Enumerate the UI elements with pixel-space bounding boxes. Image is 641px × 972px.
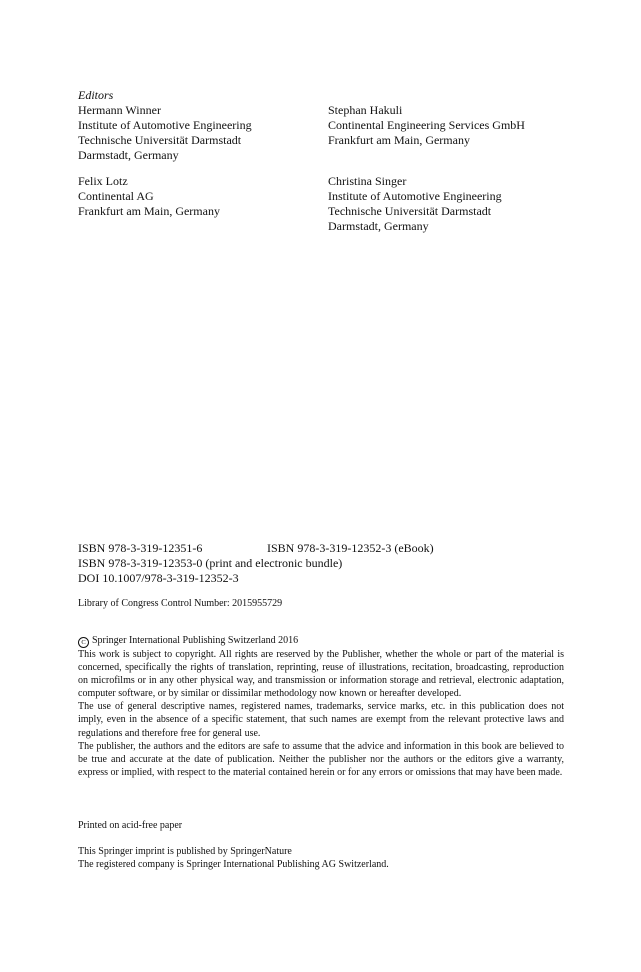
editors-section [78,88,564,234]
editor-entry [78,174,328,234]
legal-paragraph: The publisher, the authors and the editors are safe to assume that the advice and information in this book are believed to be true and accurate at the date of publication. Neither the publisher nor the authors or the editors give a warranty, express or implied, with respect to the material contained herein or for any errors or omissions that may have been made. [78,740,564,778]
editor-name: Stephan Hakuli [328,103,403,117]
imprint-line: This Springer imprint is published by SpringerNature [78,846,292,857]
editor-entry [328,174,564,234]
editor-affiliation-line: Institute of Automotive Engineering [328,189,502,203]
editor-affiliation-line: Institute of Automotive Engineering [78,118,252,132]
editor-entry [78,103,328,163]
editor-affiliation-line: Frankfurt am Main, Germany [78,204,220,218]
isbn-ebook: ISBN 978-3-319-12352-3 (eBook) [267,541,434,555]
editor-name: Hermann Winner [78,103,161,117]
editors-heading: Editors [78,88,114,102]
editor-affiliation-line: Frankfurt am Main, Germany [328,133,470,147]
editor-affiliation-line: Darmstadt, Germany [78,148,179,162]
editor-grid [78,103,564,234]
editor-name: Felix Lotz [78,174,128,188]
editor-affiliation-line: Darmstadt, Germany [328,219,429,233]
copyright-text: Springer International Publishing Switzerland 2016 [92,635,299,646]
copyright-section [78,634,564,779]
library-of-congress: Library of Congress Control Number: 2015955729 [78,598,283,609]
printed-note: Printed on acid-free paper [78,820,183,831]
editor-affiliation-line: Technische Universität Darmstadt [78,133,242,147]
editor-name: Christina Singer [328,174,407,188]
editor-affiliation-line: Technische Universität Darmstadt [328,204,492,218]
imprint-section [78,845,389,871]
copyright-icon: C [78,637,89,648]
legal-paragraph: This work is subject to copyright. All rights are reserved by the Publisher, whether the whole or part of the material is concerned, specifically the rights of translation, reprinting, reuse of illustrations, recitation, broadcasting, reproduction on microfilms or in any other physical way, and transmission or information storage and retrieval, electronic adaptation, computer software, or by similar or dissimilar methodology now known or hereafter developed. [78,649,564,700]
isbn-row [78,541,564,556]
isbn-block [78,541,564,586]
doi: DOI 10.1007/978-3-319-12352-3 [78,571,239,585]
editor-affiliation-line: Continental Engineering Services GmbH [328,118,525,132]
isbn-print: ISBN 978-3-319-12351-6 [78,541,203,555]
editor-entry [328,103,564,163]
editor-affiliation-line: Continental AG [78,189,154,203]
imprint-line: The registered company is Springer International Publishing AG Switzerland. [78,859,389,870]
copyright-line [78,634,564,648]
legal-paragraph: The use of general descriptive names, registered names, trademarks, service marks, etc. in this publication does not imply, even in the absence of a specific statement, that such names are exempt from the relevant protective laws and regulations and therefore free for general use. [78,701,564,739]
isbn-bundle: ISBN 978-3-319-12353-0 (print and electronic bundle) [78,556,343,570]
